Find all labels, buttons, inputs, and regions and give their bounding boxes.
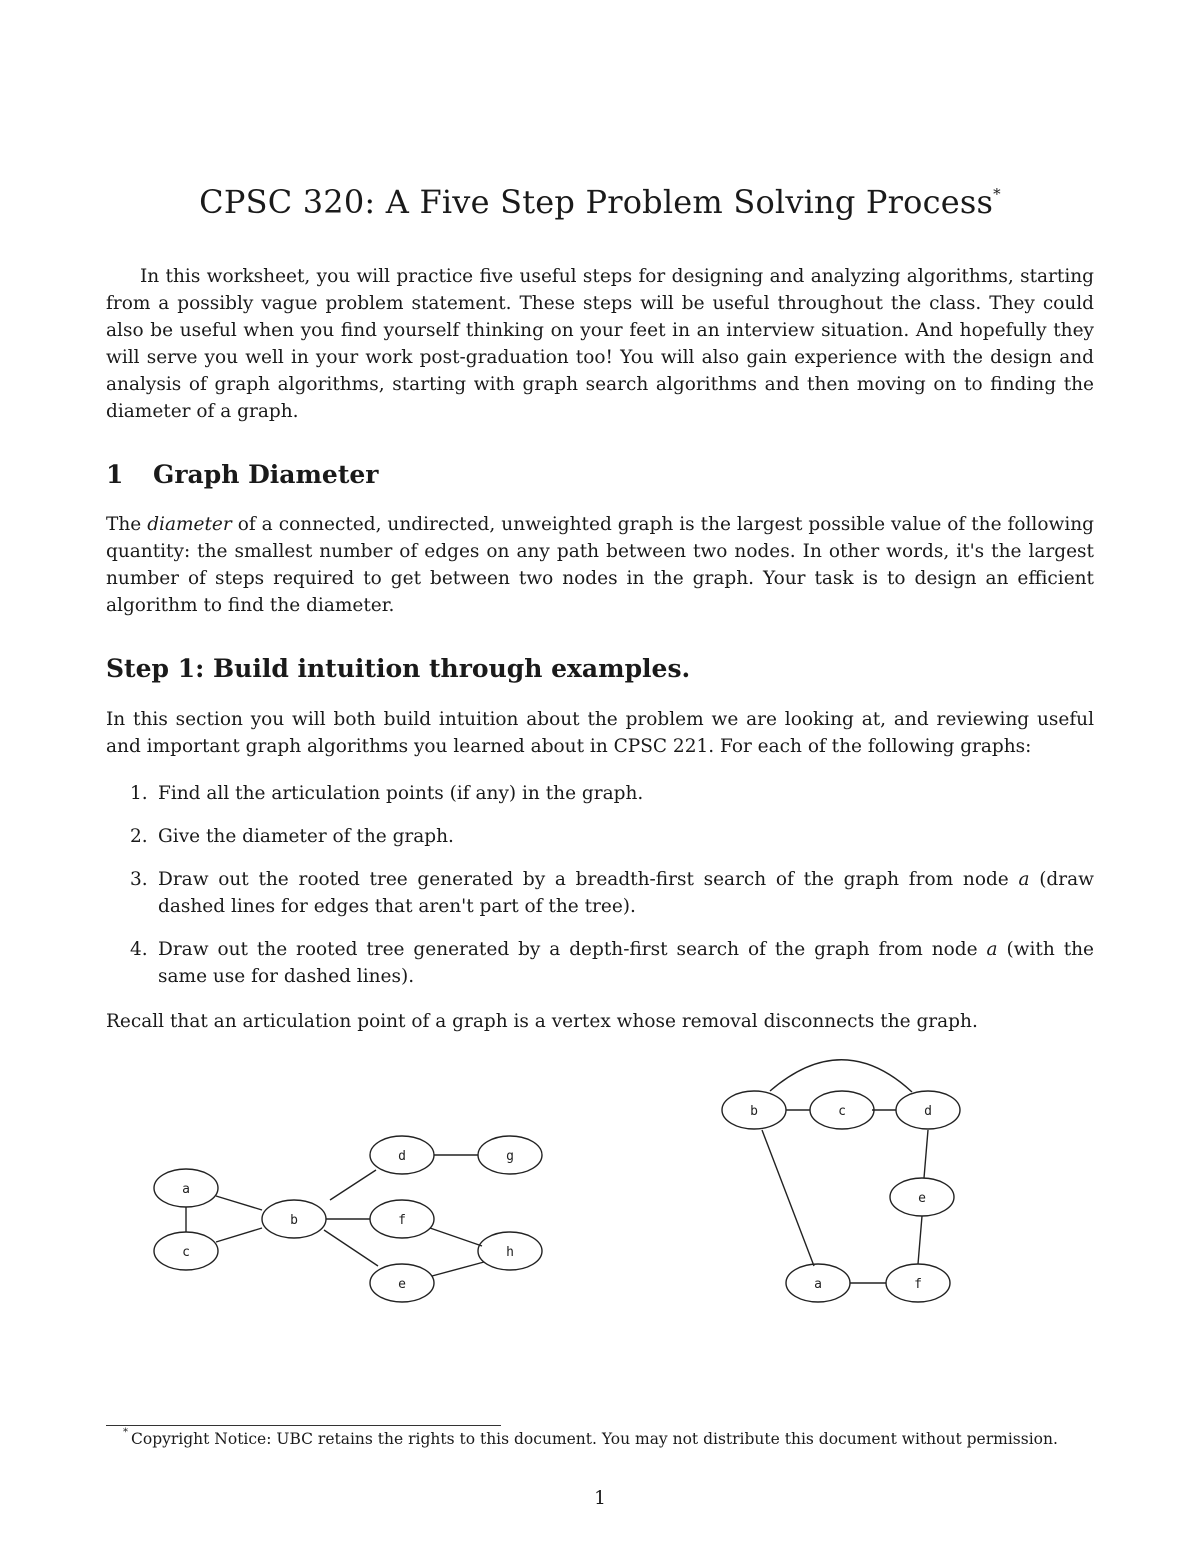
- text-span: The: [106, 514, 148, 535]
- page-number: 1: [594, 1488, 606, 1509]
- right-graph: [722, 1060, 960, 1302]
- section-title: Graph Diameter: [153, 460, 379, 489]
- node-label-g: g: [506, 1149, 514, 1164]
- list-text: (with the same use for dashed lines).: [158, 939, 1094, 987]
- list-item: [106, 936, 1094, 990]
- left-graph-labels: [182, 1149, 514, 1292]
- section-1-paragraph: [106, 511, 1094, 619]
- intro-paragraph: In this worksheet, you will practice five useful steps for designing and analyzing algorithms, starting from a possibly vague problem statement. These steps will be useful throughout the class. They could also be useful when you find yourself thinking on your feet in an interview situation. And hopefully they will serve you well in your work post-graduation too! You will also gain experience with the design and analysis of graph algorithms, starting with graph search algorithms and then moving on to finding the diameter of a graph.: [106, 266, 1094, 422]
- node-label-a: a: [814, 1277, 822, 1292]
- task-list: [106, 780, 1094, 1006]
- footnote-mark: *: [123, 1427, 128, 1438]
- node-label-a: a: [182, 1182, 190, 1197]
- page-title: [0, 183, 1200, 221]
- node-label-h: h: [506, 1245, 514, 1260]
- footnote: [123, 1427, 1058, 1448]
- edge-c-b: [216, 1228, 262, 1242]
- list-number: 1.: [130, 783, 148, 804]
- list-item: [106, 780, 1094, 807]
- list-text: Draw out the rooted tree generated by a depth-first search of the graph from node: [158, 939, 987, 960]
- list-number: 2.: [130, 826, 148, 847]
- node-label-b: b: [290, 1213, 298, 1228]
- example-graphs: [0, 1050, 1200, 1370]
- list-text: Draw out the rooted tree generated by a breadth-first search of the graph from node: [158, 869, 1019, 890]
- edge-a-b: [216, 1196, 262, 1210]
- right-graph-labels: [750, 1104, 932, 1292]
- emphasized-term: diameter: [147, 514, 232, 535]
- node-label-b: b: [750, 1104, 758, 1119]
- edge-b-d: [330, 1170, 376, 1200]
- node-label-f: f: [398, 1213, 406, 1228]
- node-label-c: c: [838, 1104, 846, 1119]
- edge-b-e: [324, 1230, 378, 1266]
- edge-f-h: [430, 1228, 482, 1246]
- list-text: Find all the articulation points (if any) in the graph.: [158, 783, 644, 804]
- node-label-c: c: [182, 1245, 190, 1260]
- node-name: a: [1018, 869, 1030, 890]
- list-item: [106, 866, 1094, 920]
- section-1-heading: [106, 460, 378, 489]
- recall-paragraph: Recall that an articulation point of a graph is a vertex whose removal disconnects the graph.: [106, 1011, 978, 1032]
- list-number: 4.: [130, 939, 148, 960]
- node-label-e: e: [918, 1191, 926, 1206]
- section-number: 1: [106, 460, 124, 489]
- title-footnote-mark: *: [993, 185, 1001, 203]
- node-label-e: e: [398, 1277, 406, 1292]
- node-name: a: [986, 939, 998, 960]
- text-span: of a connected, undirected, unweighted graph is the largest possible value of the following quantity: the smallest number of edges on any path between two nodes. In other words, it's the largest number of steps required to get between two nodes in the graph. Your task is to design an efficient algorithm to find the diameter.: [106, 514, 1094, 616]
- node-label-d: d: [924, 1104, 932, 1119]
- node-label-d: d: [398, 1149, 406, 1164]
- edge-e-h: [432, 1262, 484, 1276]
- list-text: Give the diameter of the graph.: [158, 826, 454, 847]
- edge-e-f: [918, 1216, 922, 1264]
- node-label-f: f: [914, 1277, 922, 1292]
- title-text: CPSC 320: A Five Step Problem Solving Process: [199, 183, 994, 221]
- edge-b-d-arc: [770, 1060, 912, 1092]
- left-graph: [154, 1136, 542, 1302]
- list-text: (draw dashed lines for edges that aren't part of the tree).: [158, 869, 1094, 917]
- step-1-heading: Step 1: Build intuition through examples.: [106, 654, 691, 683]
- edge-b-a: [762, 1130, 814, 1266]
- footnote-divider: [106, 1425, 501, 1426]
- edge-d-e: [924, 1130, 928, 1178]
- footnote-text: Copyright Notice: UBC retains the rights to this document. You may not distribute this document without permission.: [131, 1430, 1058, 1448]
- list-item: [106, 823, 1094, 850]
- step-1-paragraph: In this section you will both build intuition about the problem we are looking at, and reviewing useful and important graph algorithms you learned about in CPSC 221. For each of the following graphs:: [106, 709, 1094, 757]
- list-number: 3.: [130, 869, 148, 890]
